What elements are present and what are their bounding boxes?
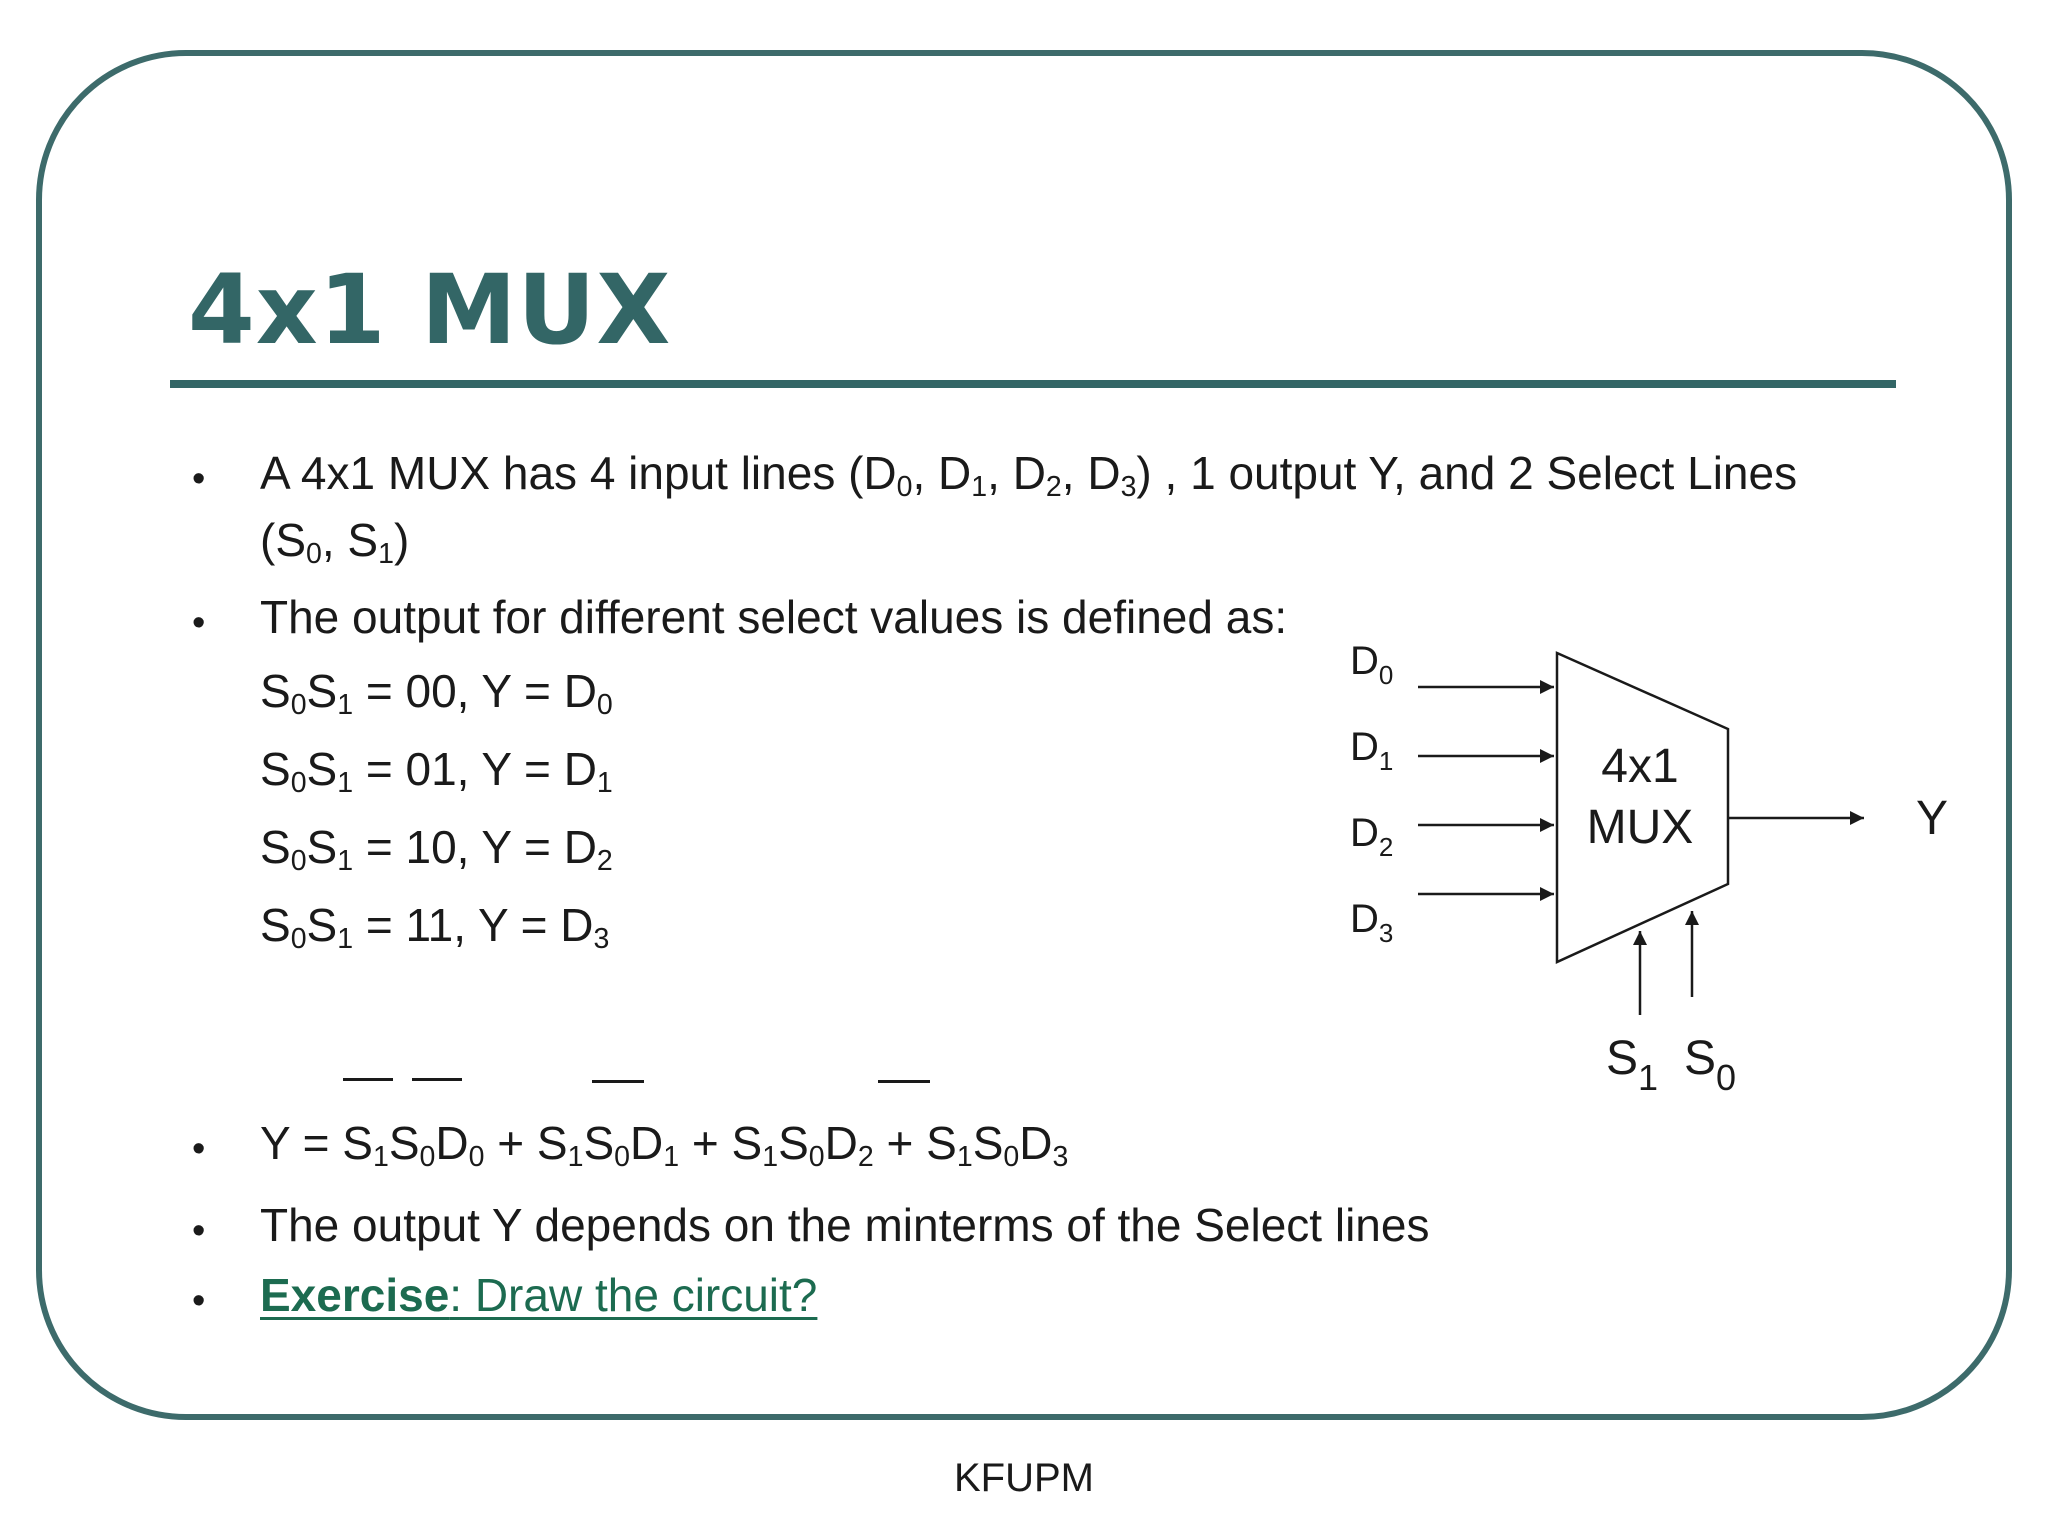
select-label-s1: $S_1$	[1606, 1032, 1659, 1098]
mux-label-line-1: 4x1	[1601, 740, 1679, 793]
bullet-4-text: The output Y depends on the minterms of the Select lines	[260, 1199, 1430, 1251]
select-row-0: $S_0S_1 = 00$, $Y = D_0$	[260, 665, 613, 722]
mux-label-line-2: MUX	[1586, 801, 1694, 854]
select-row-1: $S_0S_1 = 01$, $Y = D_1$	[260, 743, 613, 800]
bullet-1-line-1: A 4x1 MUX has 4 input lines ($D_0$, $D_1$, $D_2$, $D_3$) , 1 output Y, and 2 Select Lines	[260, 447, 1798, 504]
bullet-2-text: The output for different select values is defined as:	[260, 591, 1288, 643]
select-label-s0: $S_0$	[1684, 1032, 1737, 1098]
select-row-2: $S_0S_1 = 10$, $Y = D_2$	[260, 821, 613, 878]
input-label-d3: $D_3$	[1350, 897, 1394, 948]
bullet-marker: •	[192, 1210, 206, 1252]
output-label-y: Y	[1916, 792, 1949, 845]
bullet-marker: •	[192, 1280, 206, 1322]
bullet-marker: •	[192, 602, 206, 644]
output-equation: $Y = S_1S_0D_0 + S_1S_0D_1 + S_1S_0D_2 + S_1S_0D_3$	[260, 1117, 1069, 1174]
input-label-d1: $D_1$	[1350, 725, 1394, 776]
slide-title: 4x1 MUX	[188, 254, 672, 366]
bullet-marker: •	[192, 458, 206, 500]
bullet-marker: •	[192, 1128, 206, 1170]
select-row-3: $S_0S_1 = 11$, $Y = D_3$	[260, 899, 610, 956]
input-label-d2: $D_2$	[1350, 811, 1394, 862]
slide-footer: KFUPM	[954, 1456, 1094, 1500]
input-label-d0: $D_0$	[1350, 639, 1394, 690]
bullet-1-line-2: ($S_0$, $S_1$)	[260, 514, 410, 571]
exercise-link[interactable]: Exercise: Draw the circuit?	[260, 1269, 818, 1321]
